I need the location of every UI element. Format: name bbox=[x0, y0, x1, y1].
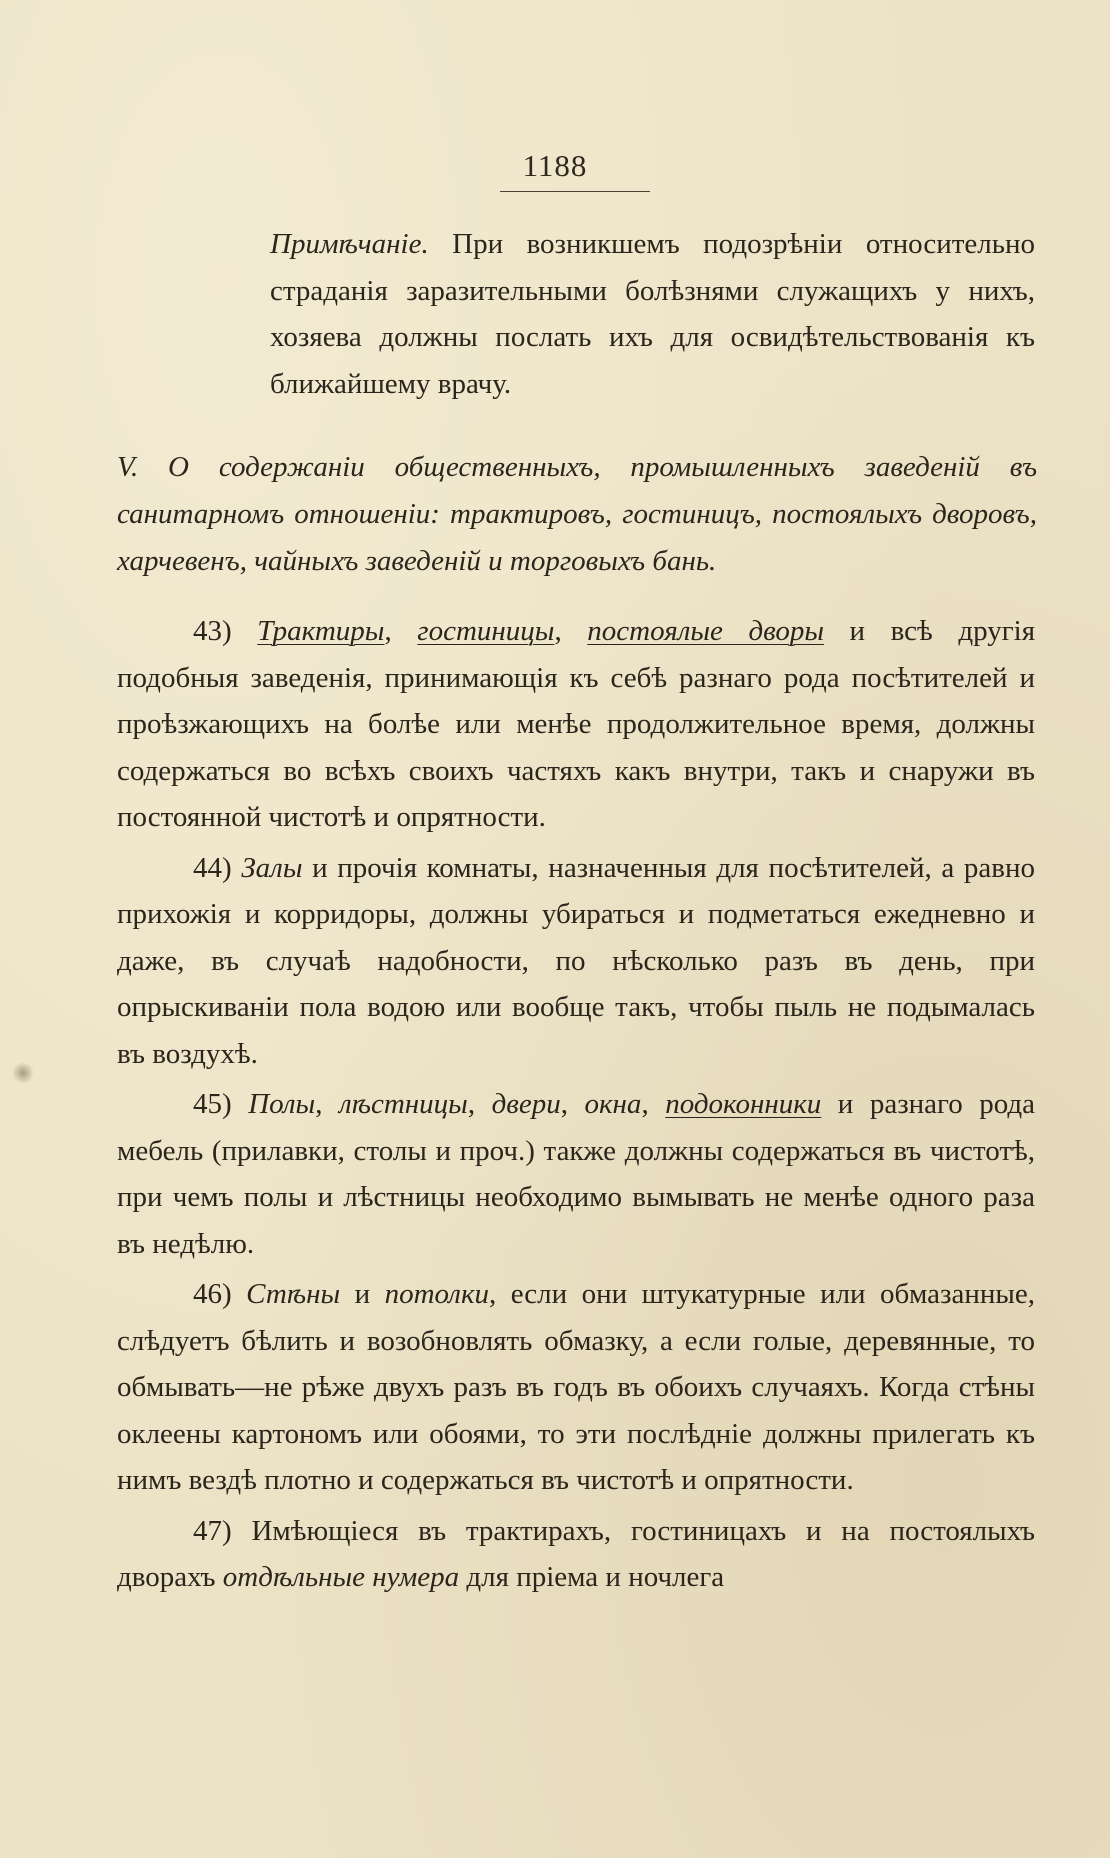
body-text bbox=[117, 608, 1035, 1601]
term: постоялые дворы bbox=[587, 615, 824, 647]
term: отдѣльные нумера bbox=[222, 1561, 460, 1593]
paragraph-text: и разнаго рода мебель (прилавки, столы и проч.) также должны содержаться въ чистотѣ, при чемъ полы и лѣстницы необходимо вымывать не менѣе одного раза въ недѣлю. bbox=[117, 1088, 1036, 1260]
paragraph-43 bbox=[117, 608, 1035, 841]
paragraph-number: 44) bbox=[193, 851, 232, 884]
paragraph-number: 43) bbox=[193, 615, 232, 647]
paragraph-text: , bbox=[641, 1088, 666, 1120]
paragraph-text: и bbox=[340, 1278, 385, 1310]
section-heading: V. О содержаніи общественныхъ, промышленныхъ заведеній въ санитарномъ отношеніи: трактировъ, гостиницъ, постоялыхъ дворовъ, харчевенъ, чайныхъ заведеній и торговыхъ бань. bbox=[117, 451, 1037, 577]
term: окна bbox=[584, 1088, 642, 1120]
paragraph-text: , bbox=[467, 1088, 492, 1120]
page-number: 1188 bbox=[522, 148, 588, 183]
term: двери bbox=[491, 1088, 561, 1120]
term: Залы bbox=[241, 851, 303, 884]
note-block bbox=[190, 221, 1035, 407]
paragraph-text: , если они штукатурные или обмазанные, слѣдуетъ бѣлить и возобновлять обмазку, а если голые, деревянные, то обмывать—не рѣже двухъ разъ въ годъ въ обоихъ случаяхъ. Когда стѣны оклеены картономъ или обоями, то эти послѣдніе должны прилегать къ нимъ вездѣ плотно и содержаться въ чистотѣ и опрятности. bbox=[117, 1278, 1035, 1496]
paragraph-text: , bbox=[384, 615, 418, 647]
term: гостиницы bbox=[417, 615, 555, 647]
term: потолки bbox=[384, 1278, 490, 1310]
term: Полы bbox=[248, 1088, 316, 1120]
note-paragraph bbox=[190, 221, 1035, 407]
term: Трактиры bbox=[257, 615, 385, 647]
paragraph-text: , bbox=[554, 615, 588, 647]
paragraph-44 bbox=[117, 845, 1035, 1078]
note-text: При возникшемъ подозрѣніи относительно страданія заразительными болѣзнями служащихъ у нихъ, хозяева должны послать ихъ для освидѣтельствованія къ ближайшему врачу. bbox=[270, 228, 1036, 400]
paragraph-46 bbox=[117, 1271, 1035, 1504]
paragraph-text: для пріема и ночлега bbox=[459, 1561, 725, 1593]
term: подоконники bbox=[665, 1088, 822, 1120]
paragraph-text: Имѣющіеся въ трактирахъ, гостиницахъ и на постоялыхъ дворахъ bbox=[117, 1514, 1035, 1593]
paragraph-number: 47) bbox=[193, 1514, 232, 1547]
paper-stain bbox=[12, 1062, 34, 1084]
paragraph-45 bbox=[117, 1081, 1035, 1267]
paragraph-text: , bbox=[560, 1088, 585, 1120]
paragraph-number: 46) bbox=[193, 1278, 232, 1310]
paragraph-text: и всѣ другія подобныя заведенія, принимающія къ себѣ разнаго рода посѣтителей и проѣзжающихъ на болѣе или менѣе продолжительное время, должны содержаться во всѣхъ своихъ частяхъ какъ внутри, такъ и снаружи въ постоянной чистотѣ и опрятности. bbox=[117, 615, 1036, 833]
paragraph-number: 45) bbox=[193, 1088, 232, 1120]
paragraph-text: , bbox=[315, 1088, 339, 1120]
page-number-rule bbox=[500, 191, 650, 192]
paragraph-47 bbox=[117, 1508, 1035, 1601]
term: лѣстницы bbox=[338, 1088, 468, 1120]
paragraph-text: и прочія комнаты, назначенныя для посѣтителей, а равно прихожія и корридоры, должны убираться и подметаться ежедневно и даже, въ случаѣ надобности, по нѣсколько разъ въ день, при опрыскиваніи пола водою или вообще такъ, чтобы пыль не подымалась въ воздухѣ. bbox=[117, 851, 1035, 1070]
term: Стѣны bbox=[246, 1278, 341, 1310]
note-label: Примѣчаніе. bbox=[270, 228, 429, 260]
